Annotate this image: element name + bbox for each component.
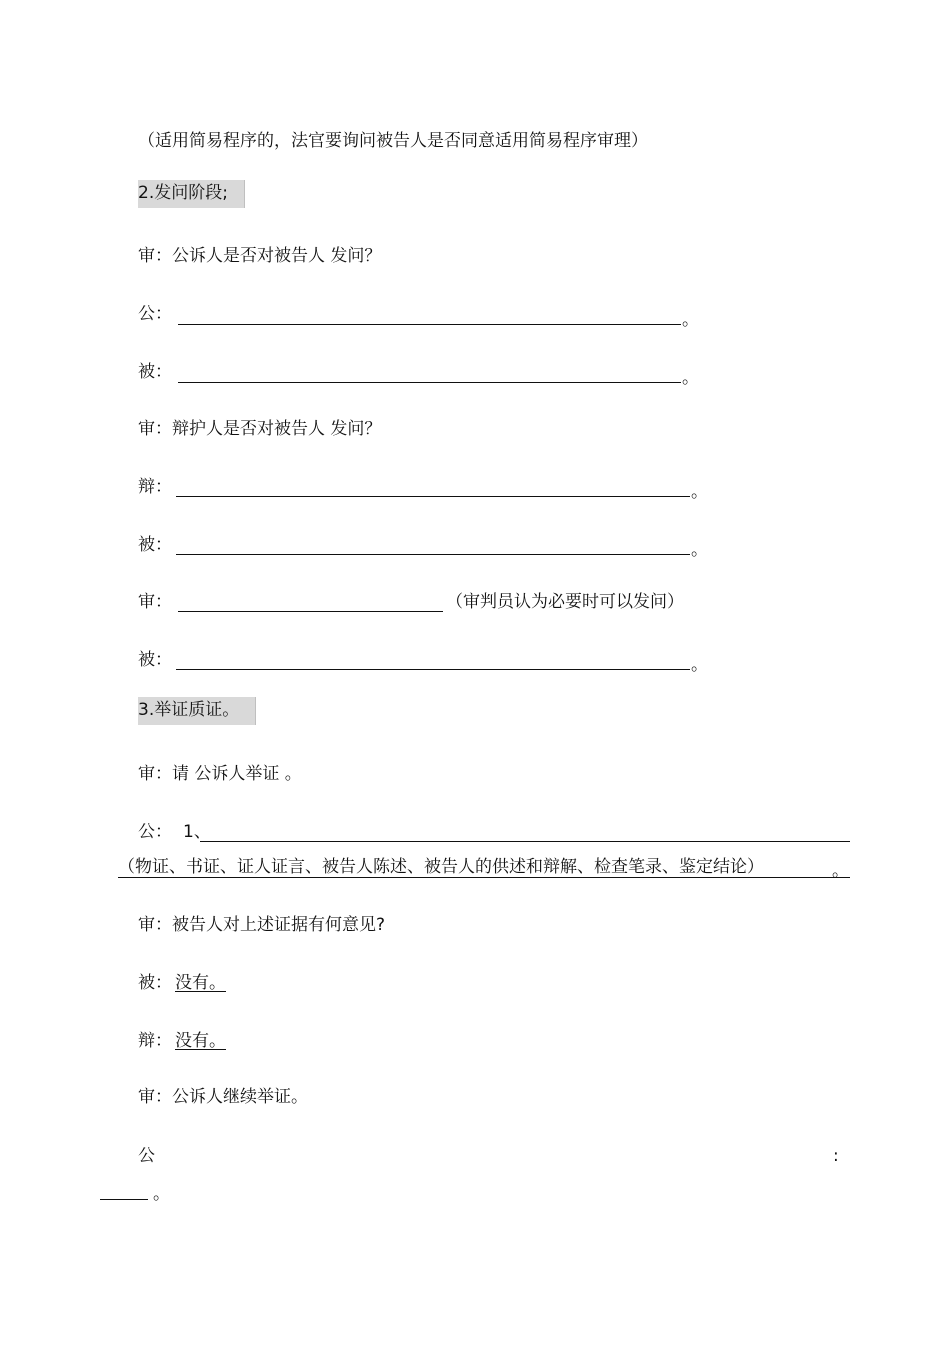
period: 。 [691,540,708,560]
judge-question-defender: 审：辩护人是否对被告人 发问？ [138,419,382,439]
period: 。 [832,861,849,881]
prosecutor-answer-blank [178,324,681,325]
judge-label: 审： [138,592,172,612]
evidence-types-underline [118,877,850,878]
defendant-label: 被： [138,973,172,993]
judge-question-prosecutor: 审：公诉人是否对被告人 发问？ [138,246,382,266]
judge-question-blank [178,611,443,612]
prosecutor-label: 公 [138,1146,155,1166]
period: 。 [691,655,708,675]
defendant-label: 被： [138,650,172,670]
defendant-answer: 没有。 [175,973,226,993]
judge-request-evidence: 审：请 公诉人举证 。 [138,764,302,784]
defendant-answer-blank [178,382,681,383]
evidence-number: 1、 [183,822,211,842]
defender-label: 辩： [138,1031,172,1051]
period: 。 [682,368,699,388]
defender-label: 辩： [138,477,172,497]
period: 。 [153,1184,170,1204]
prosecutor-label: 公： [138,822,172,842]
section-3-heading: 3.举证质证。 [138,697,256,725]
trailing-blank [100,1199,148,1200]
defender-answer: 没有。 [175,1031,226,1051]
evidence-types: （物证、书证、证人证言、被告人陈述、被告人的供述和辩解、检查笔录、鉴定结论） [118,857,764,877]
period: 。 [691,482,708,502]
defendant-answer-blank [176,554,690,555]
defendant-label: 被： [138,362,172,382]
defendant-answer-blank [176,669,690,670]
judge-note: （审判员认为必要时可以发问） [446,592,684,612]
defender-answer-blank [176,496,690,497]
period: 。 [682,310,699,330]
judge-continue: 审：公诉人继续举证。 [138,1087,308,1107]
intro-note: （适用简易程序的，法官要询问被告人是否同意适用简易程序审理） [138,131,648,151]
defendant-label: 被： [138,535,172,555]
evidence-item-blank [200,841,850,842]
colon: : [833,1146,839,1166]
section-2-heading: 2.发问阶段; [138,180,245,208]
judge-question-opinion: 审：被告人对上述证据有何意见? [138,915,386,935]
prosecutor-label: 公： [138,304,172,324]
